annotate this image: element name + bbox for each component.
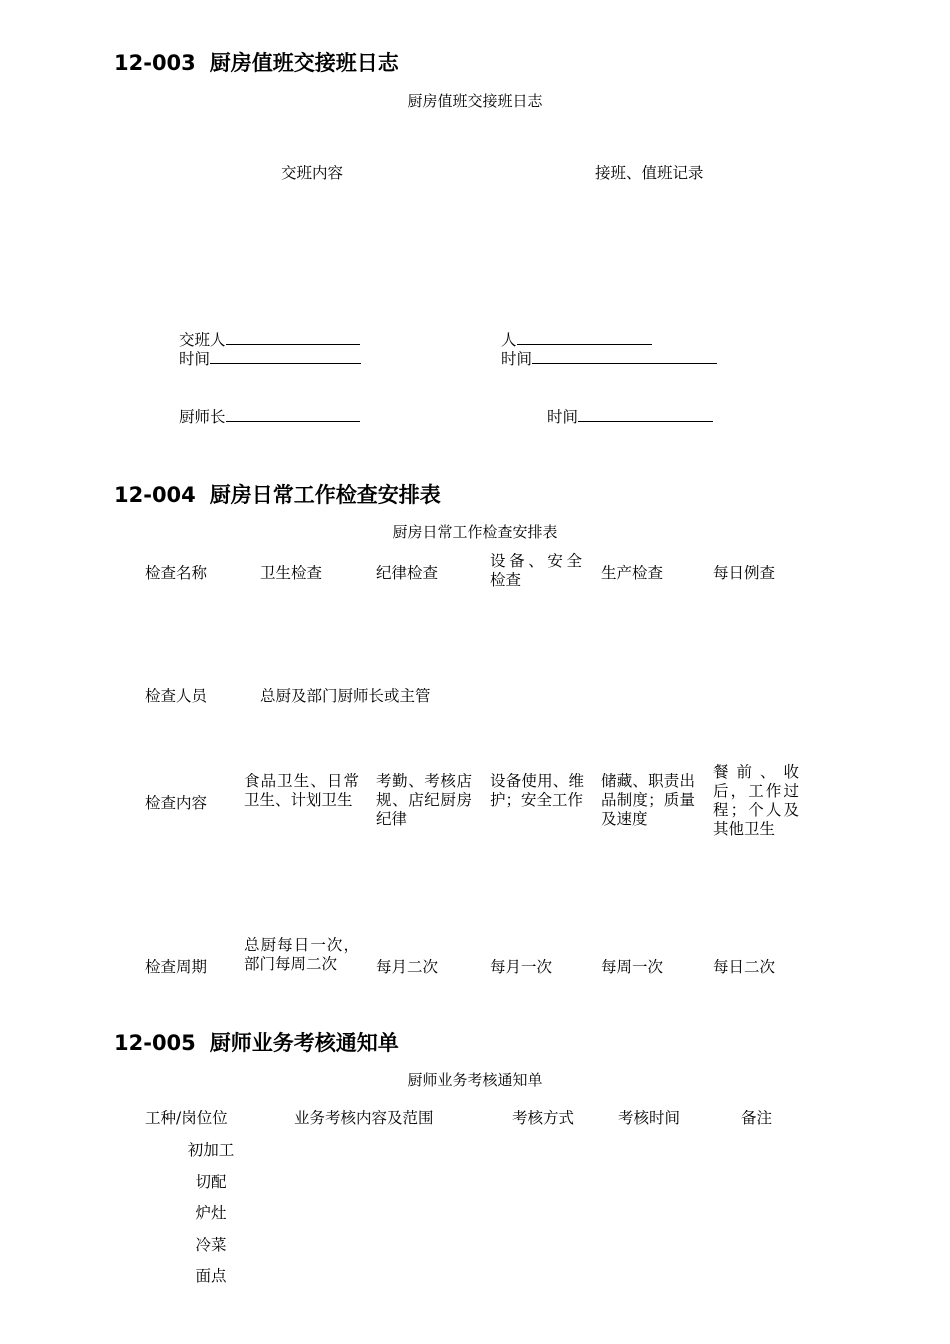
form-caption: 厨房值班交接班日志: [407, 92, 543, 110]
handover-person-label: 交班人: [179, 331, 226, 349]
receiver-time-line: [501, 347, 717, 369]
time-blank: [532, 347, 717, 364]
table-header-cell: 每日例查: [713, 564, 776, 582]
table-row-label: 炉灶: [195, 1204, 227, 1222]
receiver-time-label: 时间: [501, 350, 533, 368]
section-heading-12-003: [114, 47, 399, 77]
time-blank: [578, 405, 713, 422]
row-label-content: 检查内容: [145, 794, 208, 812]
form-caption: 厨房日常工作检查安排表: [392, 523, 558, 541]
table-row-label: 切配: [195, 1173, 227, 1191]
row-label-inspectors: 检查人员: [145, 687, 208, 705]
table-cell: 食品卫生、日常卫生、计划卫生: [244, 772, 359, 809]
table-header-cell: 纪律检查: [376, 564, 439, 582]
receiver-label: 人: [501, 331, 517, 349]
column-header-receive-record: 接班、值班记录: [595, 164, 704, 182]
signature-blank: [226, 328, 360, 345]
signature-blank: [226, 405, 360, 422]
table-header-cell: 工种/岗位位: [145, 1109, 228, 1127]
table-cell: 餐前、收后，工作过程；个人及其他卫生: [713, 763, 799, 838]
table-header-cell: 考核方式: [512, 1109, 575, 1127]
table-header-cell: 考核时间: [618, 1109, 681, 1127]
chef-label: 厨师长: [179, 408, 226, 426]
table-cell: 每周一次: [601, 958, 664, 976]
table-header-cell: 卫生检查: [260, 564, 323, 582]
table-cell: 总厨每日一次，部门每周二次: [244, 936, 359, 973]
section-title: 厨房值班交接班日志: [209, 51, 399, 75]
section-number: 12-003: [114, 51, 196, 75]
table-cell: 设备使用、维护；安全工作: [490, 772, 584, 809]
section-number: 12-004: [114, 483, 196, 507]
table-row-label: 冷菜: [195, 1236, 227, 1254]
table-header-cell: 业务考核内容及范围: [294, 1109, 434, 1127]
table-cell-inspectors: 总厨及部门厨师长或主管: [260, 687, 431, 705]
table-row-label: 初加工: [187, 1141, 235, 1159]
time-blank: [210, 347, 361, 364]
table-header-cell: 设备、安全检查: [490, 552, 582, 589]
row-label-cycle: 检查周期: [145, 958, 208, 976]
table-header-cell: 检查名称: [145, 564, 208, 582]
table-cell: 考勤、考核店规、店纪厨房纪律: [376, 772, 472, 828]
handover-time-label: 时间: [179, 350, 211, 368]
handover-time-line: [179, 347, 361, 369]
column-header-handover-content: 交班内容: [281, 164, 344, 182]
table-header-cell: 生产检查: [601, 564, 664, 582]
section-heading-12-005: [114, 1027, 399, 1057]
table-cell: 每日二次: [713, 958, 776, 976]
chef-line: [179, 405, 360, 427]
table-cell: 储藏、职责出品制度；质量及速度: [601, 772, 695, 828]
table-cell: 每月二次: [376, 958, 439, 976]
table-row-label: 面点: [195, 1267, 227, 1285]
table-header-cell: 备注: [741, 1109, 773, 1127]
form-caption: 厨师业务考核通知单: [407, 1071, 543, 1089]
section-number: 12-005: [114, 1031, 196, 1055]
section-title: 厨房日常工作检查安排表: [209, 483, 441, 507]
chef-time-label: 时间: [547, 408, 579, 426]
chef-time-line: [547, 405, 713, 427]
section-heading-12-004: [114, 479, 441, 509]
section-title: 厨师业务考核通知单: [209, 1031, 399, 1055]
signature-blank: [517, 328, 652, 345]
table-cell: 每月一次: [490, 958, 553, 976]
